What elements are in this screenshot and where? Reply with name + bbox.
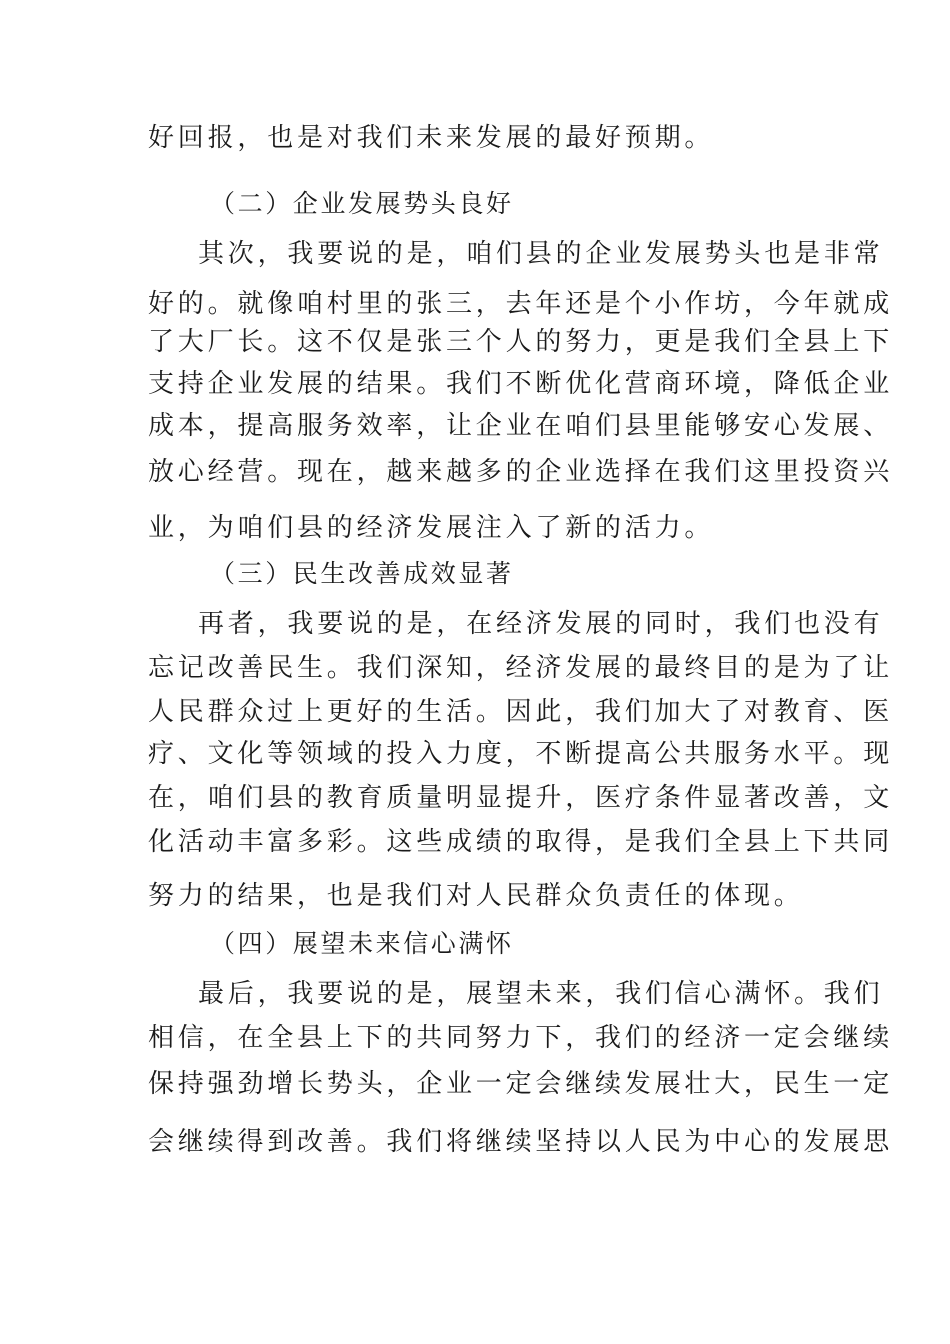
paragraph-line: 业，为咱们县的经济发展注入了新的活力。 — [148, 513, 715, 543]
paragraph-line: 最后，我要说的是，展望未来，我们信心满怀。我们 — [198, 979, 884, 1009]
section-heading: （二）企业发展势头良好 — [210, 189, 514, 218]
paragraph-line: 成本，提高服务效率，让企业在咱们县里能够安心发展、 — [148, 411, 894, 441]
paragraph-line: 努力的结果，也是我们对人民群众负责任的体现。 — [148, 881, 804, 911]
paragraph-line: 保持强劲增长势头，企业一定会继续发展壮大，民生一定 — [148, 1069, 894, 1099]
section-heading: （三）民生改善成效显著 — [210, 559, 514, 588]
section-heading: （四）展望未来信心满怀 — [210, 929, 514, 958]
paragraph-line: 会继续得到改善。我们将继续坚持以人民为中心的发展思 — [148, 1127, 894, 1157]
paragraph-line: 放心经营。现在，越来越多的企业选择在我们这里投资兴 — [148, 457, 894, 487]
paragraph-line: 好的。就像咱村里的张三，去年还是个小作坊，今年就成 — [148, 289, 894, 319]
paragraph-line: 好回报，也是对我们未来发展的最好预期。 — [148, 123, 715, 153]
paragraph-line: 再者，我要说的是，在经济发展的同时，我们也没有 — [198, 609, 884, 639]
paragraph-line: 忘记改善民生。我们深知，经济发展的最终目的是为了让 — [148, 653, 894, 683]
paragraph-line: 支持企业发展的结果。我们不断优化营商环境，降低企业 — [148, 369, 894, 399]
paragraph-line: 在，咱们县的教育质量明显提升，医疗条件显著改善，文 — [148, 783, 894, 813]
paragraph-line: 人民群众过上更好的生活。因此，我们加大了对教育、医 — [148, 697, 894, 727]
paragraph-line: 相信，在全县上下的共同努力下，我们的经济一定会继续 — [148, 1023, 894, 1053]
paragraph-line: 疗、文化等领域的投入力度，不断提高公共服务水平。现 — [148, 739, 894, 769]
paragraph-line: 了大厂长。这不仅是张三个人的努力，更是我们全县上下 — [148, 327, 894, 357]
paragraph-line: 化活动丰富多彩。这些成绩的取得，是我们全县上下共同 — [148, 827, 894, 857]
paragraph-line: 其次，我要说的是，咱们县的企业发展势头也是非常 — [198, 239, 884, 269]
